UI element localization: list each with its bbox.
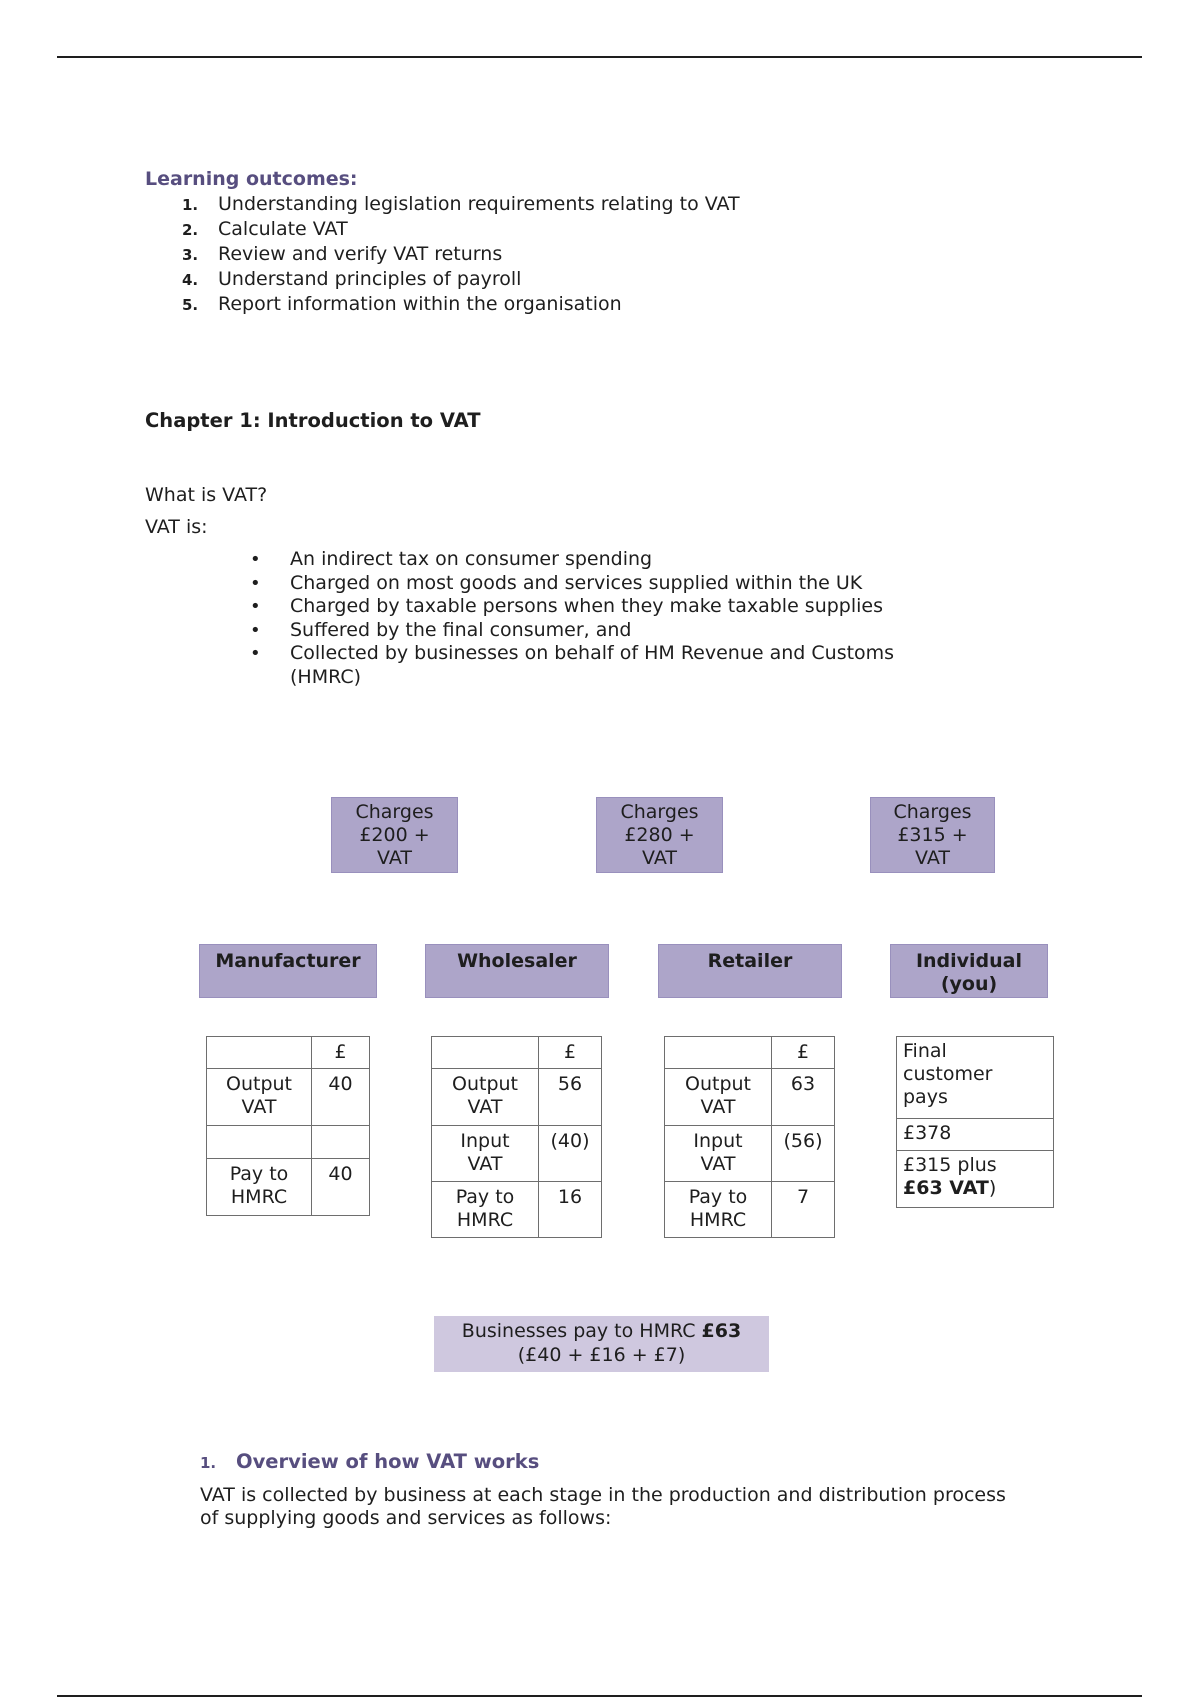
stage-wholesaler: Wholesaler [425,944,609,998]
output-vat-label: Output VAT [207,1069,312,1126]
currency-header: £ [772,1037,835,1069]
retailer-vat-table [664,1036,835,1238]
vat-definition-list [250,548,970,689]
chapter-title: Chapter 1: Introduction to VAT [145,409,481,432]
input-vat-label: Input VAT [665,1126,772,1182]
input-vat-label: Input VAT [432,1126,539,1182]
input-vat-value: (40) [539,1126,602,1182]
input-vat-value: (56) [772,1126,835,1182]
output-vat-value: 40 [312,1069,370,1126]
list-item: 2. Calculate VAT [182,218,348,240]
charge-box-wholesaler: Charges £280 + VAT [596,797,723,873]
stage-individual: Individual (you) [890,944,1048,998]
bullet-icon: • [250,619,261,641]
pay-to-hmrc-label: Pay to HMRC [432,1182,539,1238]
final-customer-table [896,1036,1054,1208]
pay-to-hmrc-value: 16 [539,1182,602,1238]
bullet-icon: • [250,596,261,617]
overview-heading: 1. Overview of how VAT works [200,1450,540,1473]
manufacturer-vat-table [206,1036,370,1216]
list-item: 3. Review and verify VAT returns [182,243,503,265]
final-customer-label: Final customer pays [897,1037,1054,1119]
top-rule [57,56,1142,58]
list-item: • Charged by taxable persons when they make taxable supplies [250,595,884,617]
hmrc-summary-box: Businesses pay to HMRC £63 (£40 + £16 + £7) [434,1316,769,1372]
final-customer-amount: £378 [897,1119,1054,1151]
learning-outcomes-title: Learning outcomes: [145,168,358,190]
list-item: • An indirect tax on consumer spending [250,548,653,570]
charge-box-retailer: Charges £315 + VAT [870,797,995,873]
currency-header: £ [312,1037,370,1069]
currency-header: £ [539,1037,602,1069]
list-item: 4. Understand principles of payroll [182,268,522,290]
output-vat-value: 63 [772,1069,835,1126]
stage-retailer: Retailer [658,944,842,998]
output-vat-value: 56 [539,1069,602,1126]
what-is-vat-question: What is VAT? [145,484,268,506]
wholesaler-vat-table [431,1036,602,1238]
list-item: 1. Understanding legislation requirements relating to VAT [182,193,740,215]
charge-box-manufacturer: Charges £200 + VAT [331,797,458,873]
learning-outcomes-list [170,192,740,317]
output-vat-label: Output VAT [432,1069,539,1126]
bullet-icon: • [250,549,261,570]
list-item: • Suffered by the final consumer, and [250,618,632,641]
pay-to-hmrc-label: Pay to HMRC [207,1159,312,1216]
output-vat-label: Output VAT [665,1069,772,1126]
overview-paragraph: VAT is collected by business at each stage in the production and distribution process of supplying goods and services as follows: [200,1484,1006,1529]
bullet-icon: • [250,572,261,594]
list-item: 5. Report information within the organisation [182,293,622,315]
pay-to-hmrc-value: 40 [312,1159,370,1216]
stage-manufacturer: Manufacturer [199,944,377,998]
bottom-rule [57,1695,1142,1697]
pay-to-hmrc-label: Pay to HMRC [665,1182,772,1238]
vat-is-intro: VAT is: [145,516,208,538]
list-item: • Charged on most goods and services supplied within the UK [250,571,863,594]
pay-to-hmrc-value: 7 [772,1182,835,1238]
bullet-icon: • [250,643,261,664]
final-customer-breakdown: £315 plus £63 VAT) [897,1151,1054,1208]
list-item: • Collected by businesses on behalf of HM Revenue and Customs (HMRC) [250,642,895,688]
